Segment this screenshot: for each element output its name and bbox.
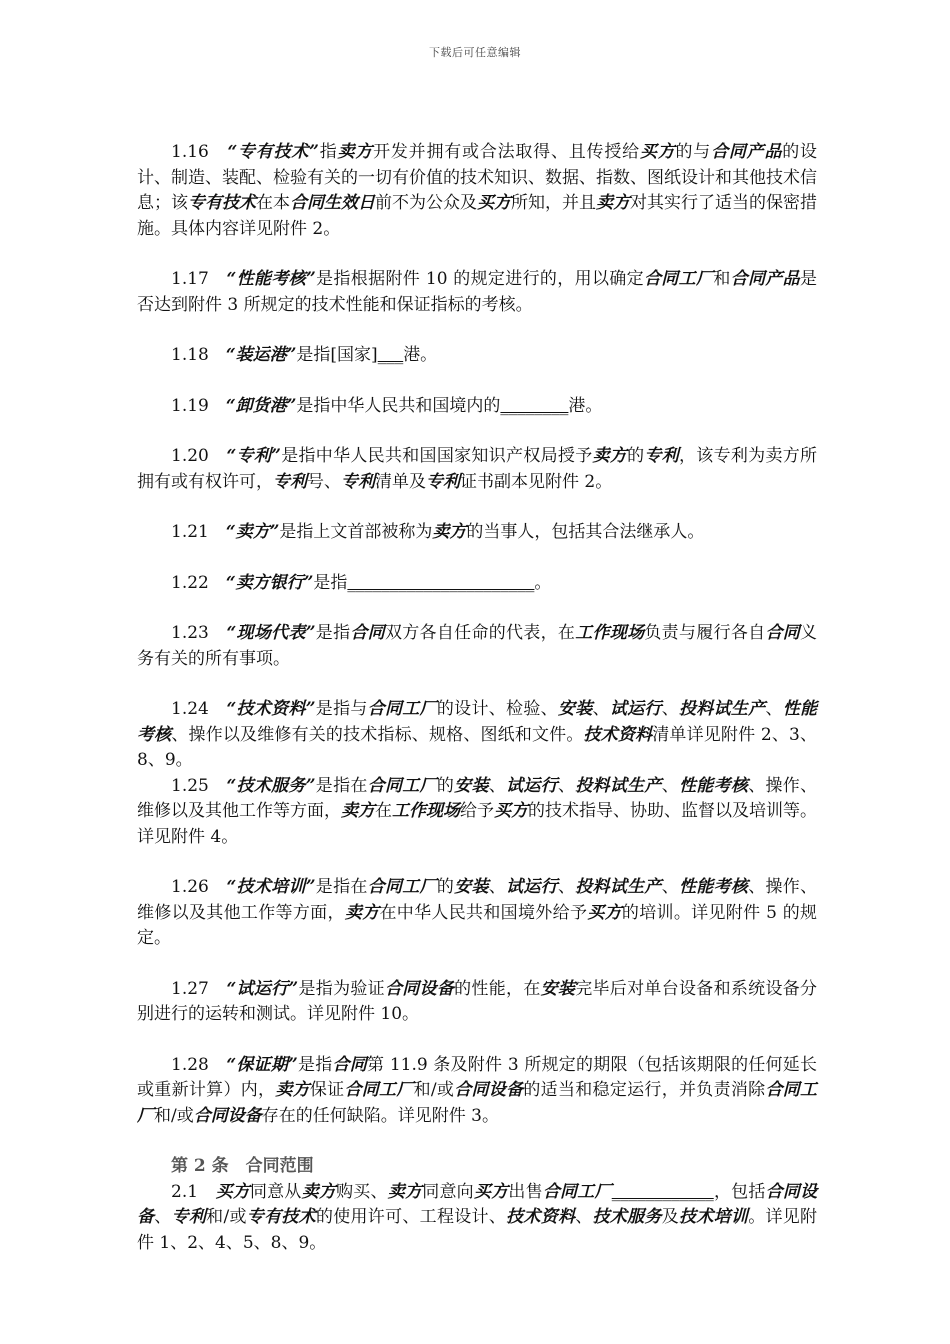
defined-term: 买方 [477, 193, 511, 213]
clause-text: 1.27 [171, 978, 227, 999]
defined-term: 合同 [332, 1054, 367, 1075]
fill-in-blank: ________ [500, 395, 569, 416]
document-body [137, 140, 817, 1256]
clause-paragraph [137, 1053, 817, 1130]
defined-term: 卖方 [387, 1181, 423, 1202]
defined-term: 专利 [644, 446, 679, 466]
clause-text: 1.24 [171, 699, 227, 719]
defined-term: 技术服务 [592, 1207, 662, 1227]
clause-text: ，该专利为卖方所拥有或有权许可， [137, 446, 818, 492]
clause-text: 是指 [315, 623, 351, 643]
defined-term: “卖方” [225, 522, 280, 542]
clause-text: 完毕后对单台设备和系统设备分别进行的运转和测试。详见附件 10。 [137, 978, 818, 1024]
clause-text: 和/或 [154, 1105, 194, 1126]
clause-text: 的 [627, 446, 645, 466]
defined-term: 专利 [426, 471, 460, 492]
defined-term: 合同设备 [384, 978, 455, 999]
clause-paragraph [137, 444, 817, 495]
defined-term: 投料试生产 [679, 699, 766, 719]
clause-text: 1.18 [171, 345, 226, 365]
clause-paragraph [137, 394, 817, 420]
clause-text: 的性能，在 [454, 978, 541, 999]
clause-text: 2.1 [171, 1181, 216, 1202]
article-heading [137, 1154, 817, 1180]
defined-term: 安装 [454, 877, 489, 897]
defined-term: 合同工厂 [542, 1181, 612, 1202]
clause-text: 前不为公众及 [375, 193, 477, 213]
clause-text: 、操作、维修以及其他工作等方面， [137, 775, 818, 821]
clause-text: 的培训。详见附件 5 的规定。 [137, 902, 818, 948]
clause-text: 义务有关的所有事项。 [137, 623, 818, 669]
clause-text: 1.25 [171, 775, 227, 796]
clause-text: 1.17 [171, 269, 227, 289]
defined-term: “保证期” [226, 1054, 298, 1075]
defined-term: 专利 [171, 1207, 207, 1227]
defined-term: 合同工厂 [643, 269, 714, 289]
clause-text: 是指 [297, 1054, 333, 1075]
defined-term: “技术培训” [226, 877, 316, 897]
defined-term: 试运行 [506, 775, 558, 796]
defined-term: 卖方 [592, 446, 628, 466]
clause-text: 1.28 [171, 1054, 227, 1075]
clause-text: 是指根据附件 10 的规定进行的，用以确定 [315, 269, 644, 289]
clause-text: 在 [375, 801, 392, 821]
clause-text: 指 [318, 142, 338, 162]
defined-term: “卖方银行” [225, 572, 314, 593]
clause-text: 第 2 条 合同范围 [171, 1156, 314, 1176]
defined-term: 性能考核 [137, 699, 818, 745]
clause-text: 第 11.9 条及附件 3 所规定的期限（包括该期限的任何延长或重新计算）内， [137, 1054, 818, 1100]
clause-text: 港。 [568, 395, 603, 416]
clause-text: 。详见附件 1、2、4、5、8、9。 [137, 1207, 818, 1253]
defined-term: 买方 [587, 902, 622, 923]
clause-text: 、 [661, 775, 680, 796]
defined-term: “专利” [226, 446, 281, 466]
clause-text: 对其实行了适当的保密措施。具体内容详见附件 2。 [137, 193, 817, 239]
clause-text: 、 [488, 877, 507, 897]
clause-text: 。 [534, 572, 552, 593]
clause-text: 、 [765, 699, 783, 719]
clause-text: 所知，并且 [511, 193, 596, 213]
defined-term: 卖方 [432, 522, 467, 542]
clause-text: 的技术指导、协助、监督以及培训等。详见附件 4。 [137, 801, 817, 847]
clause-paragraph [137, 343, 817, 369]
defined-term: 性能考核 [679, 775, 749, 796]
clause-text: 、 [488, 775, 507, 796]
clause-paragraph [137, 520, 817, 546]
defined-term: “装运港” [225, 345, 297, 365]
defined-term: “性能考核” [226, 269, 316, 289]
defined-term: “技术资料” [226, 699, 316, 719]
defined-term: 专有技术 [246, 1207, 316, 1227]
clause-text: 的设计、制造、装配、检验有关的一切有价值的技术知识、数据、指数、图纸设计和其他技术信息；该 [137, 142, 818, 213]
clause-paragraph [137, 875, 817, 952]
clause-text: 1.22 [171, 572, 226, 593]
clause-paragraph [137, 621, 817, 672]
clause-text: 开发并拥有或合法取得、且传授给 [373, 142, 640, 162]
defined-term: 安装 [557, 699, 593, 719]
clause-text: 、 [575, 1207, 593, 1227]
clause-paragraph [137, 267, 817, 318]
clause-text: 是指中华人民共和国境内的 [296, 395, 501, 416]
clause-text: 同意向 [422, 1181, 474, 1202]
defined-term: 合同设备 [137, 1181, 818, 1227]
clause-text: 给予 [460, 801, 494, 821]
clause-text: 是指在 [315, 775, 368, 796]
defined-term: “卸货港” [225, 395, 297, 416]
clause-text: 和/或 [206, 1207, 247, 1227]
clause-text: 1.26 [171, 877, 227, 897]
defined-term: 卖方 [275, 1080, 310, 1100]
clause-text: 的 [436, 775, 455, 796]
clause-text: 、 [557, 877, 576, 897]
clause-paragraph [137, 977, 817, 1028]
defined-term: 试运行 [609, 699, 662, 719]
page-header: 下载后可任意编辑 [429, 46, 521, 59]
clause-text: ，包括 [713, 1181, 766, 1202]
clause-text: 是指上文首部被称为 [279, 522, 433, 542]
clause-text: 1.19 [171, 395, 226, 416]
defined-term: 专利 [341, 471, 375, 492]
defined-term: 性能考核 [679, 877, 749, 897]
clause-text: 在本 [256, 193, 290, 213]
fill-in-blank: ____________ [611, 1181, 714, 1202]
clause-text: 和/或 [413, 1080, 455, 1100]
defined-term: 卖方 [596, 193, 630, 213]
clause-text: 号、 [307, 471, 341, 492]
clause-text: 的使用许可、工程设计、 [315, 1207, 507, 1227]
clause-paragraph [137, 140, 817, 242]
clause-text: 存在的任何缺陷。详见附件 3。 [261, 1105, 499, 1126]
clause-text: 出售 [508, 1181, 543, 1202]
clause-text: 是指 [313, 572, 348, 593]
defined-term: “试运行” [226, 978, 299, 999]
clause-text: 、 [154, 1207, 172, 1227]
clause-text: 的 [436, 877, 455, 897]
clause-text: 清单详见附件 2、3、8、9。 [137, 724, 818, 770]
defined-term: 技术培训 [679, 1207, 749, 1227]
clause-text: 港。 [403, 345, 438, 365]
clause-text: 1.21 [171, 522, 226, 542]
defined-term: 专利 [273, 471, 307, 492]
clause-text: 的适当和稳定运行，并负责消除 [523, 1080, 766, 1100]
clause-text: 双方各自任命的代表，在 [384, 623, 576, 643]
defined-term: 投料试生产 [575, 877, 662, 897]
clause-text: 保证 [309, 1080, 345, 1100]
clause-text: 及 [661, 1207, 680, 1227]
defined-term: 工作现场 [575, 623, 645, 643]
defined-term: 合同设备 [193, 1105, 262, 1126]
defined-term: 合同工厂 [344, 1080, 414, 1100]
clause-text: 的与 [675, 142, 712, 162]
defined-term: 合同生效日 [290, 193, 375, 213]
defined-term: 合同工厂 [137, 1080, 818, 1126]
clause-text: 同意从 [249, 1181, 302, 1202]
clause-text: 1.20 [171, 446, 227, 466]
fill-in-blank: ______________________ [347, 572, 535, 593]
defined-term: “专有技术” [227, 142, 319, 162]
clause-paragraph [137, 1180, 817, 1257]
defined-term: 买方 [639, 142, 676, 162]
clause-text: 、 [557, 775, 576, 796]
clause-text: 1.16 [171, 142, 228, 162]
clause-text: 的当事人，包括其合法继承人。 [466, 522, 705, 542]
clause-text: 、 [661, 699, 679, 719]
clause-text: 1.23 [171, 623, 227, 643]
clause-text: 的设计、检验、 [436, 699, 558, 719]
defined-term: 合同工厂 [367, 877, 437, 897]
clause-text: 证书副本见附件 2。 [460, 471, 613, 492]
defined-term: 卖方 [344, 902, 380, 923]
clause-text: 是指在 [315, 877, 368, 897]
clause-text: 是指中华人民共和国国家知识产权局授予 [280, 446, 593, 466]
defined-term: 卖方 [301, 1181, 337, 1202]
clause-text: 、 [661, 877, 680, 897]
defined-term: 合同设备 [454, 1080, 524, 1100]
clause-text: 是指与 [315, 699, 368, 719]
clause-text: 是指为验证 [298, 978, 385, 999]
defined-term: 合同产品 [711, 142, 783, 162]
defined-term: 投料试生产 [575, 775, 662, 796]
clause-text: 是否达到附件 3 所规定的技术性能和保证指标的考核。 [137, 269, 818, 315]
defined-term: 专有技术 [188, 193, 256, 213]
clause-paragraph [137, 571, 817, 597]
clause-text: 、操作、维修以及其他工作等方面， [137, 877, 818, 923]
defined-term: 卖方 [341, 801, 375, 821]
clause-text: 、 [592, 699, 610, 719]
defined-term: 工作现场 [392, 801, 460, 821]
defined-term: “技术服务” [226, 775, 316, 796]
defined-term: 合同工厂 [367, 775, 437, 796]
defined-term: 技术资料 [583, 724, 653, 745]
defined-term: 买方 [494, 801, 528, 821]
fill-in-blank: ___ [377, 345, 404, 365]
defined-term: 买方 [215, 1181, 250, 1202]
clause-text: 、操作以及维修有关的技术指标、规格、图纸和文件。 [171, 724, 584, 745]
clause-text: 负责与履行各自 [644, 623, 766, 643]
defined-term: 技术资料 [506, 1207, 576, 1227]
defined-term: 合同产品 [730, 269, 801, 289]
clause-text: 是指[国家] [296, 345, 378, 365]
clause-text: 和 [713, 269, 731, 289]
clause-text: 在中华人民共和国境外给予 [379, 902, 588, 923]
defined-term: “现场代表” [226, 623, 316, 643]
clause-paragraph [137, 774, 817, 851]
clause-text: 购买、 [336, 1181, 388, 1202]
defined-term: 卖方 [337, 142, 374, 162]
clause-text: 清单及 [375, 471, 426, 492]
defined-term: 安装 [540, 978, 576, 999]
defined-term: 合同 [350, 623, 385, 643]
clause-paragraph [137, 697, 817, 774]
defined-term: 安装 [454, 775, 489, 796]
defined-term: 合同工厂 [367, 699, 437, 719]
defined-term: 合同 [765, 623, 801, 643]
defined-term: 试运行 [506, 877, 558, 897]
defined-term: 买方 [473, 1181, 509, 1202]
